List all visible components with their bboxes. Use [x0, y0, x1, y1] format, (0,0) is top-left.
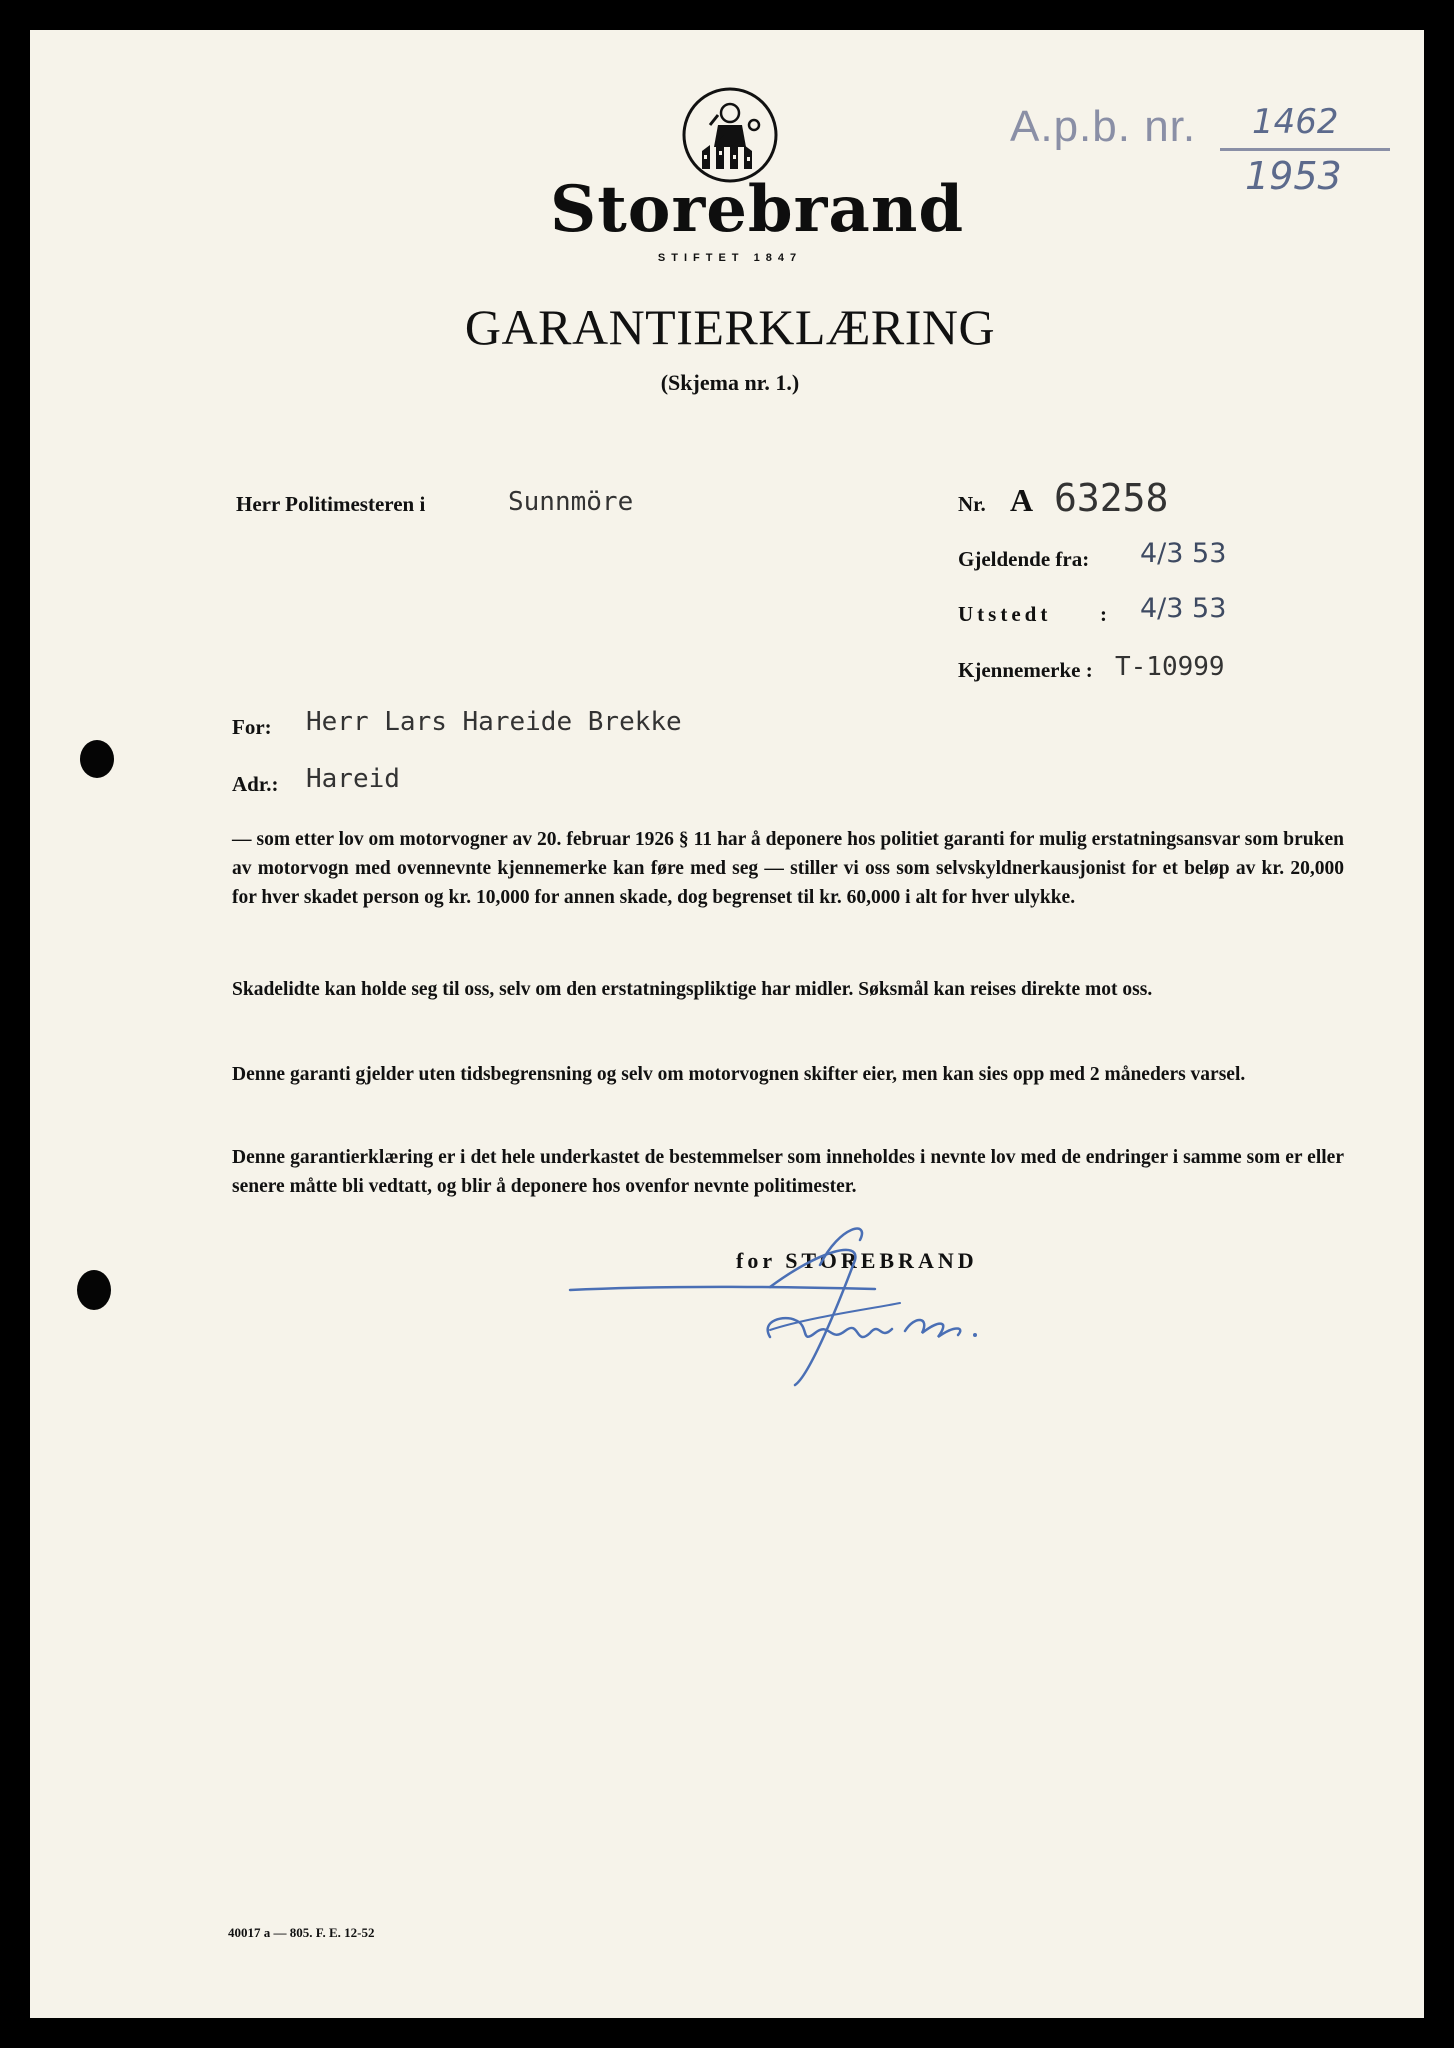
gjeldende-value: 4/3 53 [1140, 538, 1227, 569]
document-subtitle: (Skjema nr. 1.) [660, 370, 800, 395]
brand-founded: STIFTET 1847 [657, 252, 803, 264]
gjeldende-label: Gjeldende fra: [958, 547, 1090, 571]
adr-value: Hareid [306, 764, 400, 794]
politimester-label: Herr Politimesteren i [236, 492, 426, 516]
kjennemerke-label: Kjennemerke : [958, 658, 1093, 682]
nr-prefix: A [1010, 482, 1034, 518]
body-paragraph: Denne garantierklæring er i det hele underkastet de bestemmelser som inneholdes i nevnte lov med de endringer i samme som er eller senere måtte bli vedtatt, og blir å deponere hos ovenfor nevnte politimester. [232, 1147, 1344, 1197]
adr-label: Adr.: [232, 772, 279, 796]
body-paragraph: Skadelidte kan holde seg til oss, selv om den erstatningspliktige har midler. Søksmål kan reises direkte mot oss. [232, 979, 1153, 1000]
politimester-value: Sunnmöre [508, 487, 634, 517]
punch-hole [80, 740, 114, 778]
archive-stamp-number: 1462 [1252, 102, 1339, 142]
utstedt-value: 4/3 53 [1140, 593, 1227, 624]
punch-hole [77, 1270, 111, 1310]
archive-stamp-label: A.p.b. nr. [1010, 102, 1197, 151]
seal-emblem-icon [680, 85, 780, 185]
handwritten-signature [530, 1225, 1070, 1425]
archive-stamp-year: 1953 [1245, 154, 1342, 198]
utstedt-label: Utstedt [958, 602, 1052, 626]
kjennemerke-value: T-10999 [1115, 652, 1225, 682]
stamp-underline [1220, 148, 1390, 151]
for-value: Herr Lars Hareide Brekke [306, 707, 682, 737]
signature-for-label: for STOREBRAND [736, 1248, 978, 1273]
document-title: GARANTIERKLÆRING [464, 299, 996, 355]
nr-label: Nr. [958, 492, 986, 516]
nr-value: 63258 [1054, 476, 1169, 520]
utstedt-colon: : [1100, 602, 1107, 626]
document-page [30, 30, 1424, 2018]
form-code: 40017 a — 805. F. E. 12-52 [228, 1925, 375, 1940]
for-label: For: [232, 715, 272, 739]
body-paragraph: — som etter lov om motorvogner av 20. februar 1926 § 11 har å deponere hos politiet garanti for mulig erstatningsansvar som bruken av motorvogn med ovennevnte kjennemerke kan føre med seg — stiller vi oss som selvskyldnerkausjonist for et beløp av kr. 20,000 for hver skadet person og kr. 10,000 for annen skade, dog begrenset til kr. 60,000 i alt for hver ulykke. [232, 829, 1344, 908]
body-paragraph: Denne garanti gjelder uten tidsbegrensning og selv om motorvognen skifter eier, men kan sies opp med 2 måneders varsel. [232, 1064, 1246, 1085]
brand-name: Storebrand [550, 172, 965, 247]
